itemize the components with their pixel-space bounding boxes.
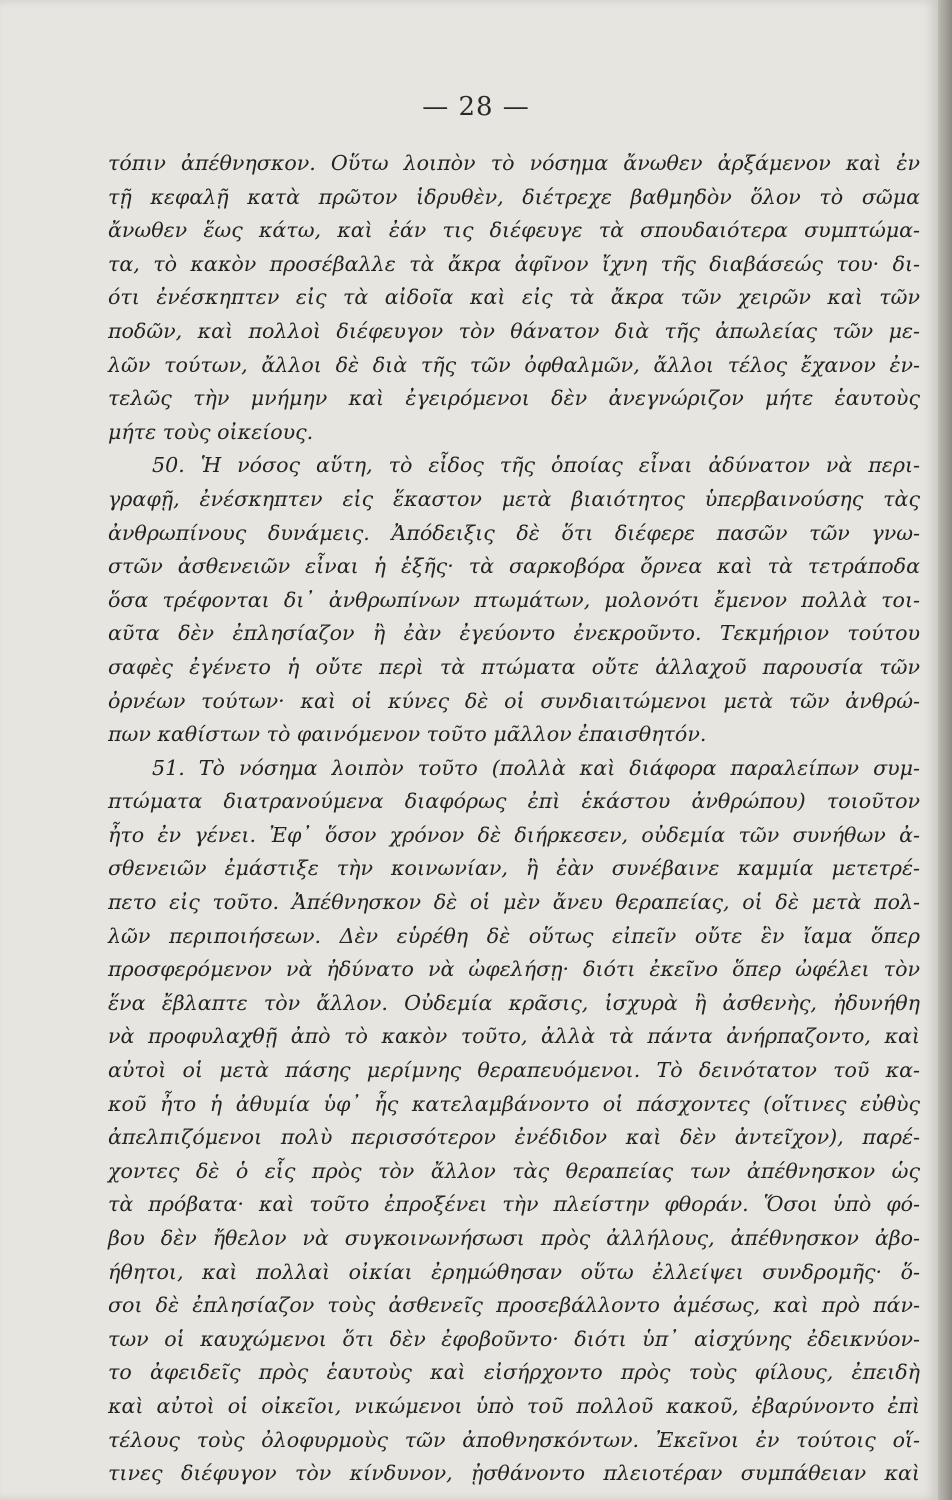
- text-line: βου δὲν ἤθελον νὰ συγκοινωνήσωσι πρὸς ἀλλήλους, ἀπέθνησκον ἀβο-: [108, 1226, 920, 1250]
- text-line: πων καθίστων τὸ φαινόμενον τοῦτο μᾶλλον ἐπαισθητόν.: [108, 722, 707, 747]
- text-line: ἄνωθεν ἕως κάτω, καὶ ἐάν τις διέφευγε τὰ σπουδαιότερα συμπτώμα-: [108, 218, 920, 243]
- text-line: σαφὲς ἐγένετο ἡ οὔτε περὶ τὰ πτώματα οὔτε ἀλλαχοῦ παρουσία τῶν: [108, 654, 920, 679]
- body-text: [108, 147, 920, 1491]
- text-line: ἦτο ἐν γένει. Ἐφ᾽ ὅσον χρόνον δὲ διήρκεσεν, οὐδεμία τῶν συνήθων ἀ-: [108, 822, 920, 847]
- text-line: τῇ κεφαλῇ κατὰ πρῶτον ἱδρυθὲν, διέτρεχε βαθμηδὸν ὅλον τὸ σῶμα: [108, 184, 920, 209]
- text-line: πετο εἰς τοῦτο. Ἀπέθνησκον δὲ οἱ μὲν ἄνευ θεραπείας, οἱ δὲ μετὰ πολ-: [108, 890, 920, 915]
- page-edge: [938, 0, 952, 1500]
- text-line: χοντες δὲ ὁ εἷς πρὸς τὸν ἄλλον τὰς θεραπείας των ἀπέθνησκον ὡς: [108, 1158, 920, 1183]
- text-line: το ἀφειδεῖς πρὸς ἑαυτοὺς καὶ εἰσήρχοντο πρὸς τοὺς φίλους, ἐπειδὴ: [108, 1360, 920, 1385]
- text-line: αὐτοὶ οἱ μετὰ πάσης μερίμνης θεραπευόμενοι. Τὸ δεινότατον τοῦ κα-: [108, 1058, 920, 1083]
- text-line: ὅσα τρέφονται δι᾽ ἀνθρωπίνων πτωμάτων, μολονότι ἔμενον πολλὰ τοι-: [108, 587, 920, 612]
- text-line: τέλους τοὺς ὀλοφυρμοὺς τῶν ἀποθνησκόντων. Ἐκεῖνοι ἐν τούτοις οἵ-: [108, 1427, 920, 1452]
- text-line: προσφερόμενον νὰ ἠδύνατο νὰ ὠφελήσῃ· διότι ἐκεῖνο ὅπερ ὠφέλει τὸν: [108, 957, 920, 982]
- text-line: των οἱ καυχώμενοι ὅτι δὲν ἐφοβοῦντο· διότι ὑπ᾽ αἰσχύνης ἐδεικνύον-: [108, 1326, 920, 1351]
- text-line: ότι ἐνέσκηπτεν εἰς τὰ αἰδοῖα καὶ εἰς τὰ ἄκρα τῶν χειρῶν καὶ τῶν: [108, 285, 920, 310]
- text-line: ήθητοι, καὶ πολλαὶ οἰκίαι ἐρημώθησαν οὕτω ἐλλείψει συνδρομῆς· ὅ-: [108, 1259, 920, 1284]
- text-line: τινες διέφυγον τὸν κίνδυνον, ᾐσθάνοντο πλειοτέραν συμπάθειαν καὶ: [108, 1461, 920, 1486]
- text-line: σοι δὲ ἐπλησίαζον τοὺς ἀσθενεῖς προσεβάλλοντο ἀμέσως, καὶ πρὸ πάν-: [108, 1293, 920, 1318]
- text-line: κοῦ ἦτο ἡ ἀθυμία ὑφ᾽ ἧς κατελαμβάνοντο οἱ πάσχοντες (οἵτινες εὐθὺς: [108, 1091, 920, 1116]
- text-line: τελῶς τὴν μνήμην καὶ ἐγειρόμενοι δὲν ἀνεγνώριζον μήτε ἑαυτοὺς: [108, 386, 920, 411]
- text-line: σθενειῶν ἐμάστιξε τὴν κοινωνίαν, ἢ ἐὰν συνέβαινε καμμία μετετρέ-: [108, 856, 920, 881]
- page-number: — 28 —: [422, 92, 530, 122]
- text-line: τόπιν ἀπέθνησκον. Οὕτω λοιπὸν τὸ νόσημα ἄνωθεν ἀρξάμενον καὶ ἐν: [108, 151, 920, 175]
- text-line: ἀνθρωπίνους δυνάμεις. Ἀπόδειξις δὲ ὅτι διέφερε πασῶν τῶν γνω-: [108, 520, 920, 545]
- paragraph-51-start: 51. Τὸ νόσημα λοιπὸν τοῦτο (πολλὰ καὶ διάφορα παραλείπων συμ-: [152, 755, 920, 780]
- text-line: στῶν ἀσθενειῶν εἶναι ἡ ἑξῆς· τὰ σαρκοβόρα ὄρνεα καὶ τὰ τετράποδα: [108, 554, 920, 579]
- text-line: λῶν τούτων, ἄλλοι δὲ διὰ τῆς τῶν ὀφθαλμῶν, ἄλλοι τέλος ἔχανον ἐν-: [108, 352, 920, 377]
- text-line: γραφῇ, ἐνέσκηπτεν εἰς ἕκαστον μετὰ βιαιότητος ὑπερβαινούσης τὰς: [108, 486, 920, 511]
- text-line: λῶν περιποιήσεων. Δὲν εὑρέθη δὲ οὕτως εἰπεῖν οὔτε ἓν ἴαμα ὅπερ: [108, 923, 920, 948]
- text-line: αῦτα δὲν ἐπλησίαζον ἢ ἐὰν ἐγεύοντο ἐνεκροῦντο. Τεκμήριον τούτου: [108, 621, 920, 646]
- text-line: ὀρνέων τούτων· καὶ οἱ κύνες δὲ οἱ συνδιαιτώμενοι μετὰ τῶν ἀνθρώ-: [108, 688, 920, 713]
- text-line: τα, τὸ κακὸν προσέβαλλε τὰ ἄκρα ἀφῖνον ἴχνη τῆς διαβάσεώς του· δι-: [108, 251, 920, 276]
- paragraph-50-start: 50. Ἡ νόσος αὕτη, τὸ εἶδος τῆς ὁποίας εἶναι ἀδύνατον νὰ περι-: [152, 453, 920, 478]
- text-line: νὰ προφυλαχθῇ ἀπὸ τὸ κακὸν τοῦτο, ἀλλὰ τὰ πάντα ἀνήρπαζοντο, καὶ: [108, 1024, 920, 1049]
- text-line: μήτε τοὺς οἰκείους.: [108, 419, 314, 444]
- text-line: πτώματα διατρανούμενα διαφόρως ἐπὶ ἑκάστου ἀνθρώπου) τοιοῦτον: [108, 789, 920, 814]
- text-line: καὶ αὐτοὶ οἱ οἰκεῖοι, νικώμενοι ὑπὸ τοῦ πολλοῦ κακοῦ, ἐβαρύνοντο ἐπὶ: [108, 1393, 920, 1418]
- text-line: ἀπελπιζόμενοι πολὺ περισσότερον ἐνέδιδον καὶ δὲν ἀντεῖχον), παρέ-: [108, 1125, 920, 1150]
- text-line: ἕνα ἔβλαπτε τὸν ἄλλον. Οὐδεμία κρᾶσις, ἰσχυρὰ ἢ ἀσθενὴς, ἠδυνήθη: [108, 990, 920, 1015]
- text-line: ποδῶν, καὶ πολλοὶ διέφευγον τὸν θάνατον διὰ τῆς ἀπωλείας τῶν με-: [108, 318, 920, 343]
- text-line: τὰ πρόβατα· καὶ τοῦτο ἐπροξένει τὴν πλείστην φθοράν. Ὅσοι ὑπὸ φό-: [108, 1192, 920, 1217]
